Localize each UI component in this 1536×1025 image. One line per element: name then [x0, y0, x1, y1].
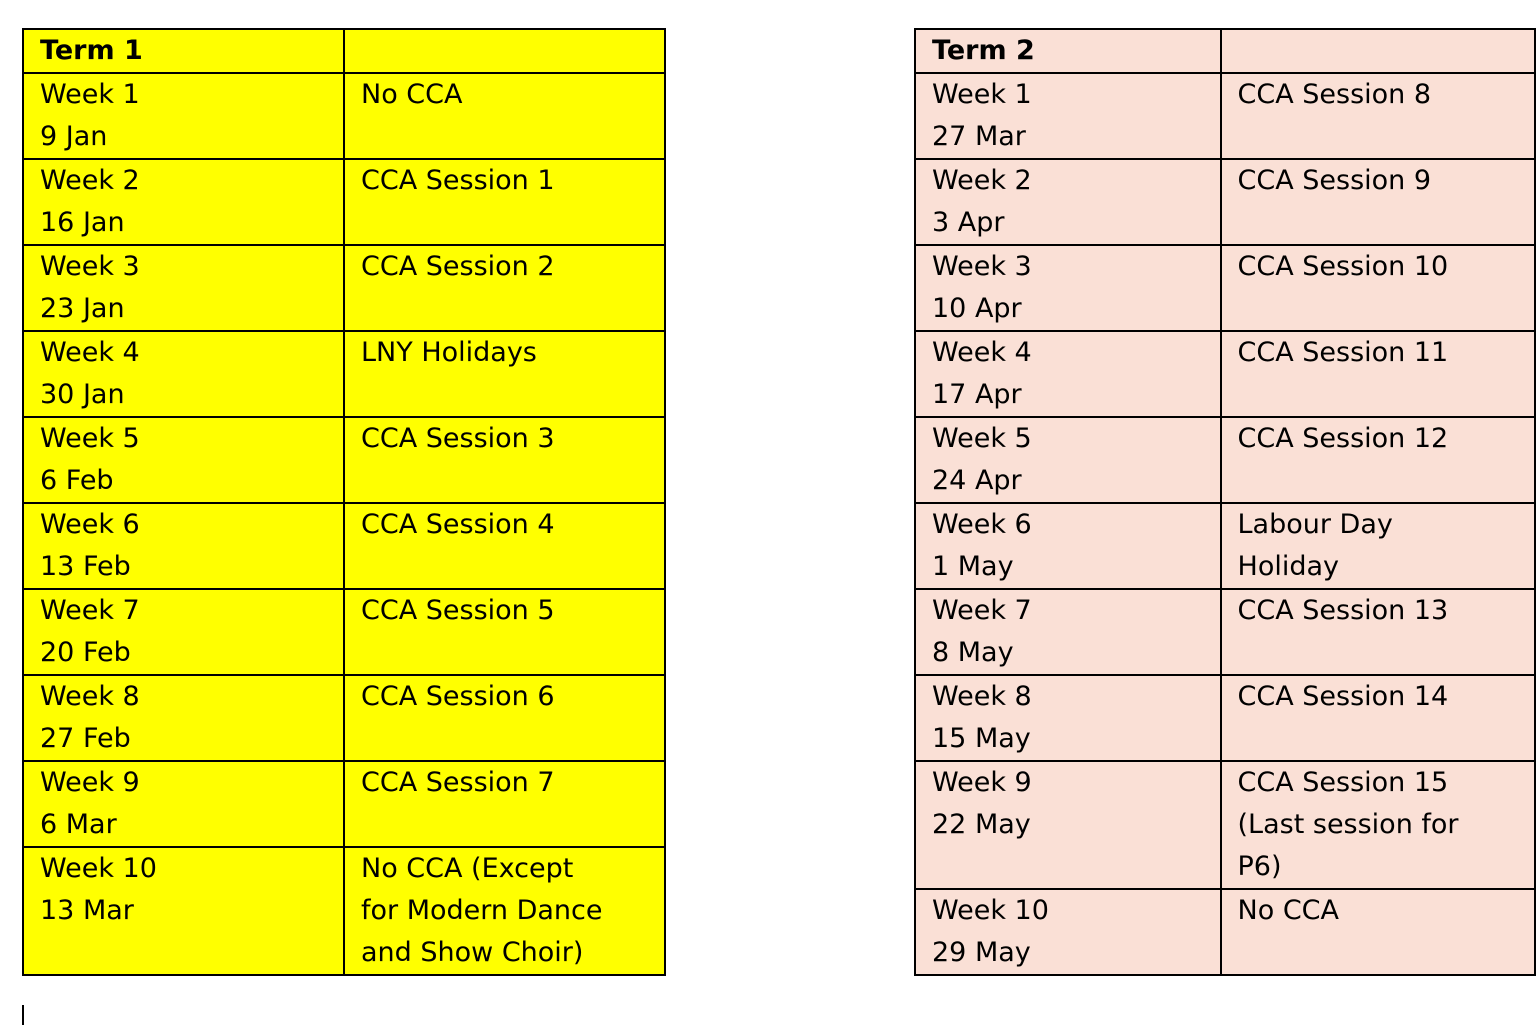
activity-cell — [1221, 503, 1535, 589]
week-date: 27 Feb — [40, 723, 131, 754]
activity-text: CCA Session 5 — [361, 595, 555, 626]
activity-cell — [344, 159, 665, 245]
week-label: Week 3 — [40, 251, 140, 282]
week-cell — [23, 589, 344, 675]
activity-cell — [344, 761, 665, 847]
week-label: Week 9 — [932, 767, 1032, 798]
activity-cell — [344, 675, 665, 761]
term2-week-row — [915, 675, 1535, 761]
week-date: 22 May — [932, 809, 1031, 840]
week-date: 6 Feb — [40, 465, 114, 496]
week-cell — [23, 417, 344, 503]
week-label: Week 1 — [40, 79, 140, 110]
term2-title: Term 2 — [915, 29, 1221, 73]
activity-text: CCA Session 8 — [1237, 79, 1432, 110]
term2-table — [914, 28, 1536, 976]
week-label: Week 8 — [40, 681, 140, 712]
term1-week-row — [23, 417, 665, 503]
week-label: Week 4 — [932, 337, 1032, 368]
week-cell — [23, 503, 344, 589]
term1-week-row — [23, 159, 665, 245]
activity-text: CCA Session 6 — [361, 681, 555, 712]
week-date: 10 Apr — [932, 293, 1022, 324]
week-cell — [915, 889, 1221, 975]
week-label: Week 1 — [932, 79, 1032, 110]
week-cell — [23, 331, 344, 417]
activity-cell — [344, 245, 665, 331]
activity-text: No CCA (Except — [361, 853, 574, 884]
activity-text: CCA Session 11 — [1237, 337, 1449, 368]
week-cell — [23, 245, 344, 331]
week-label: Week 2 — [40, 165, 140, 196]
term1-table-body — [23, 29, 665, 975]
week-date: 3 Apr — [932, 207, 1005, 238]
term2-week-row — [915, 73, 1535, 159]
term2-week-row — [915, 761, 1535, 889]
activity-text: P6) — [1237, 851, 1282, 882]
activity-cell — [1221, 761, 1535, 889]
activity-text: CCA Session 14 — [1237, 681, 1449, 712]
week-label: Week 5 — [932, 423, 1032, 454]
activity-cell — [1221, 889, 1535, 975]
activity-cell — [344, 503, 665, 589]
activity-text: No CCA — [1237, 895, 1339, 926]
week-label: Week 10 — [40, 853, 157, 884]
term1-week-row — [23, 675, 665, 761]
week-cell — [915, 503, 1221, 589]
week-label: Week 10 — [932, 895, 1049, 926]
activity-text: CCA Session 2 — [361, 251, 555, 282]
activity-cell — [344, 331, 665, 417]
week-date: 9 Jan — [40, 121, 108, 152]
week-cell — [915, 589, 1221, 675]
week-date: 6 Mar — [40, 809, 117, 840]
activity-text: CCA Session 3 — [361, 423, 555, 454]
term2-header-row — [915, 29, 1535, 73]
activity-cell — [344, 589, 665, 675]
activity-text: Labour Day — [1237, 509, 1393, 540]
activity-cell — [1221, 245, 1535, 331]
week-cell — [23, 159, 344, 245]
activity-text: CCA Session 4 — [361, 509, 555, 540]
week-label: Week 2 — [932, 165, 1032, 196]
week-cell — [915, 761, 1221, 889]
term2-week-row — [915, 159, 1535, 245]
week-cell — [915, 245, 1221, 331]
term1-header-empty-cell — [344, 29, 665, 73]
term1-title: Term 1 — [23, 29, 344, 73]
week-date: 30 Jan — [40, 379, 125, 410]
week-date: 29 May — [932, 937, 1031, 968]
activity-text: for Modern Dance — [361, 895, 603, 926]
week-cell — [915, 159, 1221, 245]
week-date: 8 May — [932, 637, 1014, 668]
term1-week-row — [23, 761, 665, 847]
term2-week-row — [915, 417, 1535, 503]
activity-text: Holiday — [1237, 551, 1340, 582]
week-label: Week 3 — [932, 251, 1032, 282]
week-label: Week 5 — [40, 423, 140, 454]
activity-cell — [1221, 589, 1535, 675]
activity-text: CCA Session 15 — [1237, 767, 1449, 798]
term2-week-row — [915, 889, 1535, 975]
activity-cell — [1221, 417, 1535, 503]
term2-week-row — [915, 331, 1535, 417]
week-date: 17 Apr — [932, 379, 1022, 410]
activity-text: (Last session for — [1237, 809, 1459, 840]
week-label: Week 7 — [932, 595, 1032, 626]
week-label: Week 7 — [40, 595, 140, 626]
week-date: 24 Apr — [932, 465, 1022, 496]
week-cell — [915, 73, 1221, 159]
week-date: 15 May — [932, 723, 1031, 754]
activity-text: CCA Session 10 — [1237, 251, 1449, 282]
activity-cell — [1221, 675, 1535, 761]
week-cell — [23, 847, 344, 975]
term2-week-row — [915, 245, 1535, 331]
activity-text: CCA Session 1 — [361, 165, 555, 196]
term1-week-row — [23, 245, 665, 331]
activity-text: CCA Session 13 — [1237, 595, 1449, 626]
term2-header-empty-cell — [1221, 29, 1535, 73]
term1-week-row — [23, 503, 665, 589]
term1-header-row — [23, 29, 665, 73]
week-label: Week 9 — [40, 767, 140, 798]
week-date: 1 May — [932, 551, 1014, 582]
week-cell — [23, 675, 344, 761]
week-cell — [915, 417, 1221, 503]
week-cell — [23, 73, 344, 159]
text-cursor — [22, 1005, 24, 1025]
activity-cell — [344, 417, 665, 503]
activity-cell — [1221, 331, 1535, 417]
week-date: 27 Mar — [932, 121, 1026, 152]
term2-week-row — [915, 503, 1535, 589]
term1-table — [22, 28, 666, 976]
term1-week-row — [23, 331, 665, 417]
week-cell — [915, 675, 1221, 761]
week-date: 13 Feb — [40, 551, 131, 582]
week-label: Week 4 — [40, 337, 140, 368]
week-cell — [915, 331, 1221, 417]
week-date: 23 Jan — [40, 293, 125, 324]
term1-week-row — [23, 847, 665, 975]
week-date: 13 Mar — [40, 895, 134, 926]
term2-week-row — [915, 589, 1535, 675]
activity-text: CCA Session 12 — [1237, 423, 1449, 454]
activity-text: and Show Choir) — [361, 937, 584, 968]
activity-text: LNY Holidays — [361, 337, 537, 368]
week-label: Week 6 — [40, 509, 140, 540]
activity-cell — [1221, 73, 1535, 159]
week-date: 16 Jan — [40, 207, 125, 238]
activity-text: No CCA — [361, 79, 463, 110]
activity-cell — [344, 73, 665, 159]
week-label: Week 8 — [932, 681, 1032, 712]
activity-cell — [344, 847, 665, 975]
activity-cell — [1221, 159, 1535, 245]
term2-table-body — [915, 29, 1535, 975]
activity-text: CCA Session 9 — [1237, 165, 1432, 196]
term1-week-row — [23, 73, 665, 159]
week-date: 20 Feb — [40, 637, 131, 668]
week-cell — [23, 761, 344, 847]
activity-text: CCA Session 7 — [361, 767, 555, 798]
term1-week-row — [23, 589, 665, 675]
week-label: Week 6 — [932, 509, 1032, 540]
